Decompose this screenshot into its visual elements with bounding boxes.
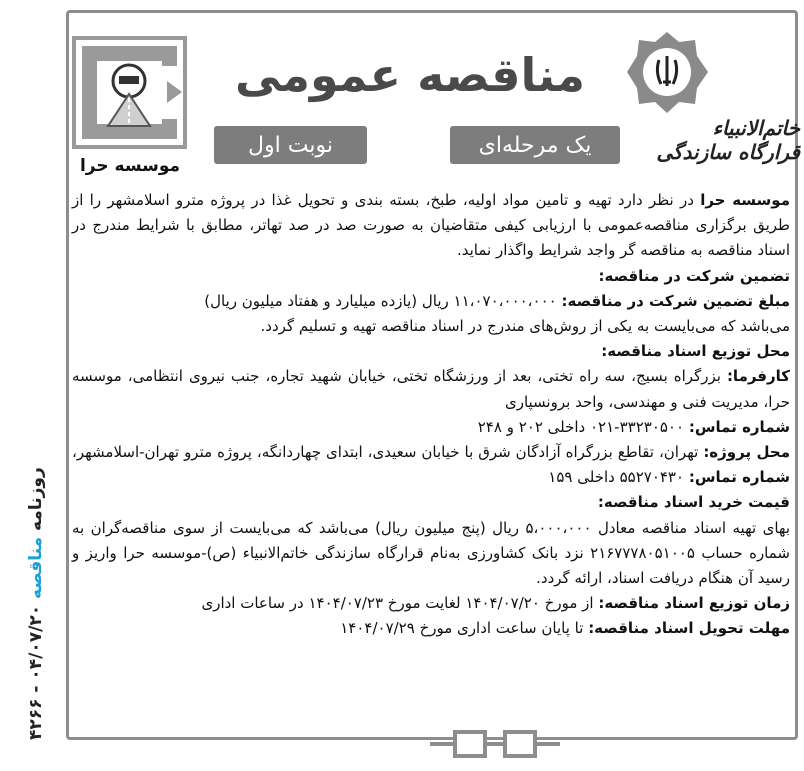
logo-caption: موسسه حرا	[79, 156, 181, 176]
phone-paragraph: شماره تماس: ۳۳۲۳۰۵۰۰-۰۲۱ داخلی ۲۰۲ و ۲۴۸	[477, 417, 790, 436]
iran-emblem-icon	[625, 30, 710, 115]
employer-paragraph: کارفرما: بزرگراه بسیج، سه راه تختی، بعد از ورزشگاه تختی، خیابان شهید تجاره، جنب نیروی انتظامی، موسسه حرا، مدیریت فنی و مهندسی، واحد برونسپاری	[72, 367, 790, 411]
bottom-ornament-icon	[430, 730, 560, 760]
guarantee-paragraph: مبلغ تضمین شرکت در مناقصه: ۱۱،۰۷۰،۰۰۰،۰۰۰ ریال (یازده میلیارد و هفتاد میلیون ریال)	[204, 291, 790, 310]
round-badge: نوبت اول	[214, 126, 367, 164]
price-heading: قیمت خرید اسناد مناقصه:	[597, 493, 790, 512]
deadline-paragraph: مهلت تحویل اسناد مناقصه: تا پایان ساعت اداری مورخ ۱۴۰۴/۰۷/۲۹	[340, 619, 790, 638]
stage-badge: یک مرحله‌ای	[450, 126, 620, 164]
intro-paragraph: موسسه حرا در نظر دارد تهیه و تامین مواد اولیه، طبخ، بسته بندی و تحویل غذا در پروژه مترو اسلامشهر را از طریق برگزاری مناقصه‌عمومی با ارزیابی کیفی متقاضیان به صورت صد در صد تهاتر، مطابق با شرایط مندرج در اسناد مناقصه به مناقصه گر واجد شرایط واگذار نماید.	[72, 191, 791, 260]
brand-name: خاتم‌الانبیاء قرارگاه سازندگی	[656, 116, 800, 164]
page-title: مناقصه عمومی	[234, 48, 585, 102]
time-paragraph: زمان توزیع اسناد مناقصه: از مورخ ۱۴۰۴/۰۷/۲۰ لغایت مورخ ۱۴۰۴/۰۷/۲۳ در ساعات اداری	[201, 594, 790, 613]
project-paragraph: محل پروژه: تهران، تقاطع بزرگراه آزادگان شرق با خیابان سعیدی، ابتدای چهاردانگه، پروژه مترو تهران-اسلامشهر، شماره تماس: ۵۵۲۷۰۴۳۰ داخلی ۱۵۹	[72, 443, 790, 487]
distribution-heading: محل توزیع اسناد مناقصه:	[601, 342, 790, 361]
guarantee-note: می‌باشد که می‌بایست به یکی از روش‌های مندرج در اسناد مناقصه تهیه و تسلیم گردد.	[260, 317, 790, 336]
newspaper-label: روزنامه مناقصه ۰۴/۰۷/۲۰ - ۴۲۶۶	[26, 467, 46, 740]
hara-logo-icon	[72, 36, 187, 149]
price-paragraph: بهای تهیه اسناد مناقصه معادل ۵،۰۰۰،۰۰۰ ریال (پنج میلیون ریال) می‌باشد که می‌بایست از سوی مناقصه‌گران به شماره حساب ۲۱۶۷۷۷۸۰۵۱۰۰۵ نزد بانک کشاورزی به‌نام قرارگاه سازندگی خاتم‌الانبیاء (ص)-موسسه حرا واریز و رسید آن هنگام دریافت اسناد، ارائه گردد.	[72, 518, 790, 588]
guarantee-heading: تضمین شرکت در مناقصه:	[598, 266, 790, 285]
ad-body	[72, 188, 790, 642]
